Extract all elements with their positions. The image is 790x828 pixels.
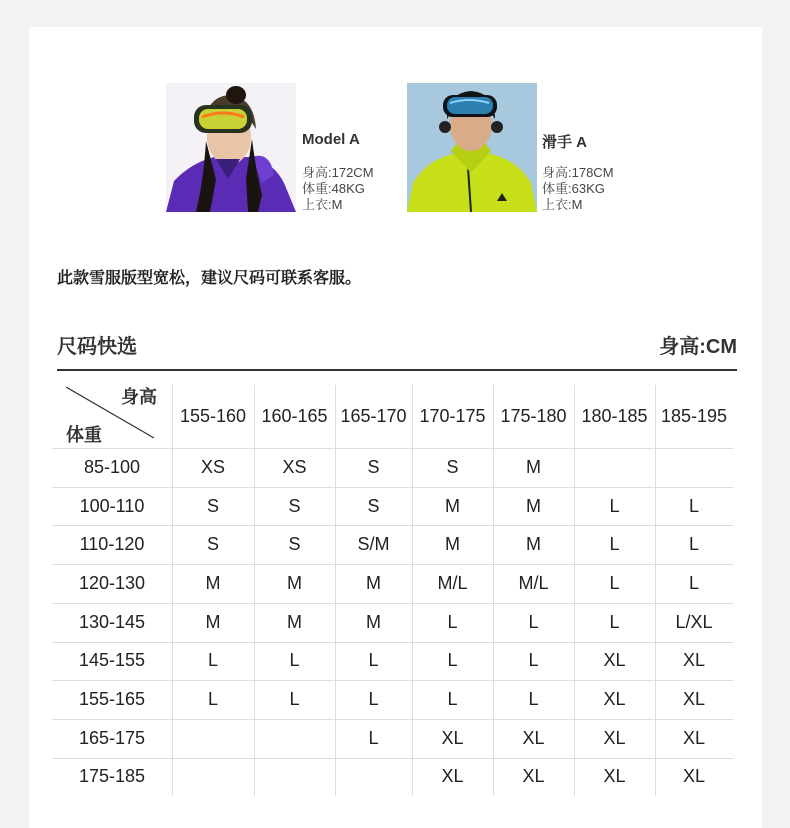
weight-row-label: 100-110 <box>79 495 145 516</box>
size-cell: L <box>368 650 379 671</box>
size-cell: L <box>368 727 379 748</box>
height-header-cell: 170-175 <box>419 406 486 426</box>
size-cell: L <box>447 611 458 632</box>
size-guide-card <box>29 27 762 828</box>
weight-row-label: 120-130 <box>78 572 146 593</box>
size-cell: L <box>609 495 620 516</box>
row-divider <box>52 642 733 643</box>
row-divider <box>52 564 733 565</box>
size-cell: M <box>366 572 381 593</box>
height-header-cell: 155-160 <box>179 406 247 426</box>
size-cell <box>335 758 412 797</box>
size-cell: XS <box>282 456 307 477</box>
size-cell: M <box>287 572 302 593</box>
size-cell: XL <box>682 766 706 787</box>
size-cell: M <box>205 611 221 632</box>
size-cell: L <box>688 495 699 516</box>
size-cell: S <box>206 534 219 555</box>
unit-label: 身高:CM <box>659 336 737 358</box>
size-cell: XL <box>603 689 626 710</box>
size-cell: S/M <box>357 534 390 555</box>
size-cell: M/L <box>437 572 468 593</box>
size-cell: M <box>526 495 541 516</box>
size-cell <box>254 719 335 758</box>
height-header-cell: 160-165 <box>261 406 328 426</box>
size-cell <box>254 758 335 797</box>
column-divider <box>412 385 413 796</box>
row-divider <box>52 680 733 681</box>
size-cell: M <box>287 611 302 632</box>
size-cell: L <box>368 689 379 710</box>
size-cell: XL <box>603 766 626 787</box>
size-cell <box>574 448 655 487</box>
weight-row-label: 130-145 <box>78 611 146 632</box>
model-1-name: Model A <box>302 131 360 148</box>
weight-row-label: 85-100 <box>83 456 141 477</box>
size-cell: S <box>288 534 301 555</box>
model-2-top-size: 上衣:M <box>542 197 583 212</box>
size-cell: XL <box>441 766 464 787</box>
size-cell: L <box>207 689 218 710</box>
weight-row-label: 110-120 <box>79 534 145 555</box>
size-cell: L <box>447 689 458 710</box>
size-cell: L/XL <box>675 611 713 632</box>
size-cell: M <box>526 456 541 477</box>
row-divider <box>52 758 733 759</box>
corner-height-label: 身高 <box>121 387 157 407</box>
column-divider <box>493 385 494 796</box>
height-header-cell: 180-185 <box>581 406 648 426</box>
size-cell: XL <box>682 650 706 671</box>
column-divider <box>254 385 255 796</box>
size-cell: L <box>528 689 539 710</box>
section-title: 尺码快选 <box>57 336 137 358</box>
size-cell <box>655 448 733 487</box>
size-cell: M <box>526 534 541 555</box>
size-cell: M <box>445 495 460 516</box>
size-cell: S <box>446 456 459 477</box>
model-2-height: 身高:178CM <box>542 165 614 180</box>
size-cell: XL <box>522 727 545 748</box>
size-cell <box>172 758 254 797</box>
size-cell: XL <box>682 689 706 710</box>
size-cell <box>172 719 254 758</box>
model-2-weight: 体重:63KG <box>542 181 605 196</box>
weight-row-label: 175-185 <box>78 766 146 787</box>
weight-row-label: 165-175 <box>78 727 146 748</box>
column-divider <box>172 385 173 796</box>
row-divider <box>52 487 733 488</box>
size-cell: M <box>366 611 381 632</box>
size-cell: S <box>206 495 219 516</box>
model-1-top-size: 上衣:M <box>302 197 343 212</box>
size-cell: XL <box>522 766 545 787</box>
weight-row-label: 155-165 <box>78 689 146 710</box>
column-divider <box>335 385 336 796</box>
size-cell: S <box>367 495 380 516</box>
height-header-cell: 175-180 <box>500 406 567 426</box>
fit-notice: 此款雪服版型宽松，建议尺码可联系客服。 <box>57 270 362 287</box>
size-cell: XL <box>682 727 706 748</box>
row-divider <box>52 525 733 526</box>
corner-weight-label: 体重 <box>66 425 102 445</box>
size-cell: XL <box>603 650 626 671</box>
size-cell: XS <box>200 456 225 477</box>
row-divider <box>52 603 733 604</box>
model-1-height: 身高:172CM <box>302 165 374 180</box>
size-cell: M <box>205 572 221 593</box>
model-2-name: 滑手 A <box>542 134 588 151</box>
size-cell: L <box>207 650 218 671</box>
size-cell: L <box>528 611 539 632</box>
model-1-weight: 体重:48KG <box>302 181 365 196</box>
column-divider <box>574 385 575 796</box>
size-cell: L <box>688 534 699 555</box>
size-chart-table <box>29 27 762 828</box>
size-cell: L <box>289 650 300 671</box>
row-divider <box>52 448 733 449</box>
size-cell: L <box>609 611 620 632</box>
size-cell: L <box>688 572 699 593</box>
row-divider <box>52 719 733 720</box>
column-divider <box>655 385 656 796</box>
size-cell: M/L <box>518 572 549 593</box>
size-cell: L <box>609 534 620 555</box>
size-cell: XL <box>441 727 464 748</box>
size-cell: S <box>367 456 380 477</box>
size-cell: L <box>289 689 300 710</box>
size-cell: XL <box>603 727 626 748</box>
size-cell: M <box>445 534 460 555</box>
size-cell: L <box>609 572 620 593</box>
weight-row-label: 145-155 <box>78 650 146 671</box>
size-cell: L <box>447 650 458 671</box>
height-header-cell: 165-170 <box>340 406 407 426</box>
size-cell: S <box>288 495 301 516</box>
size-cell: L <box>528 650 539 671</box>
height-header-cell: 185-195 <box>660 406 728 426</box>
